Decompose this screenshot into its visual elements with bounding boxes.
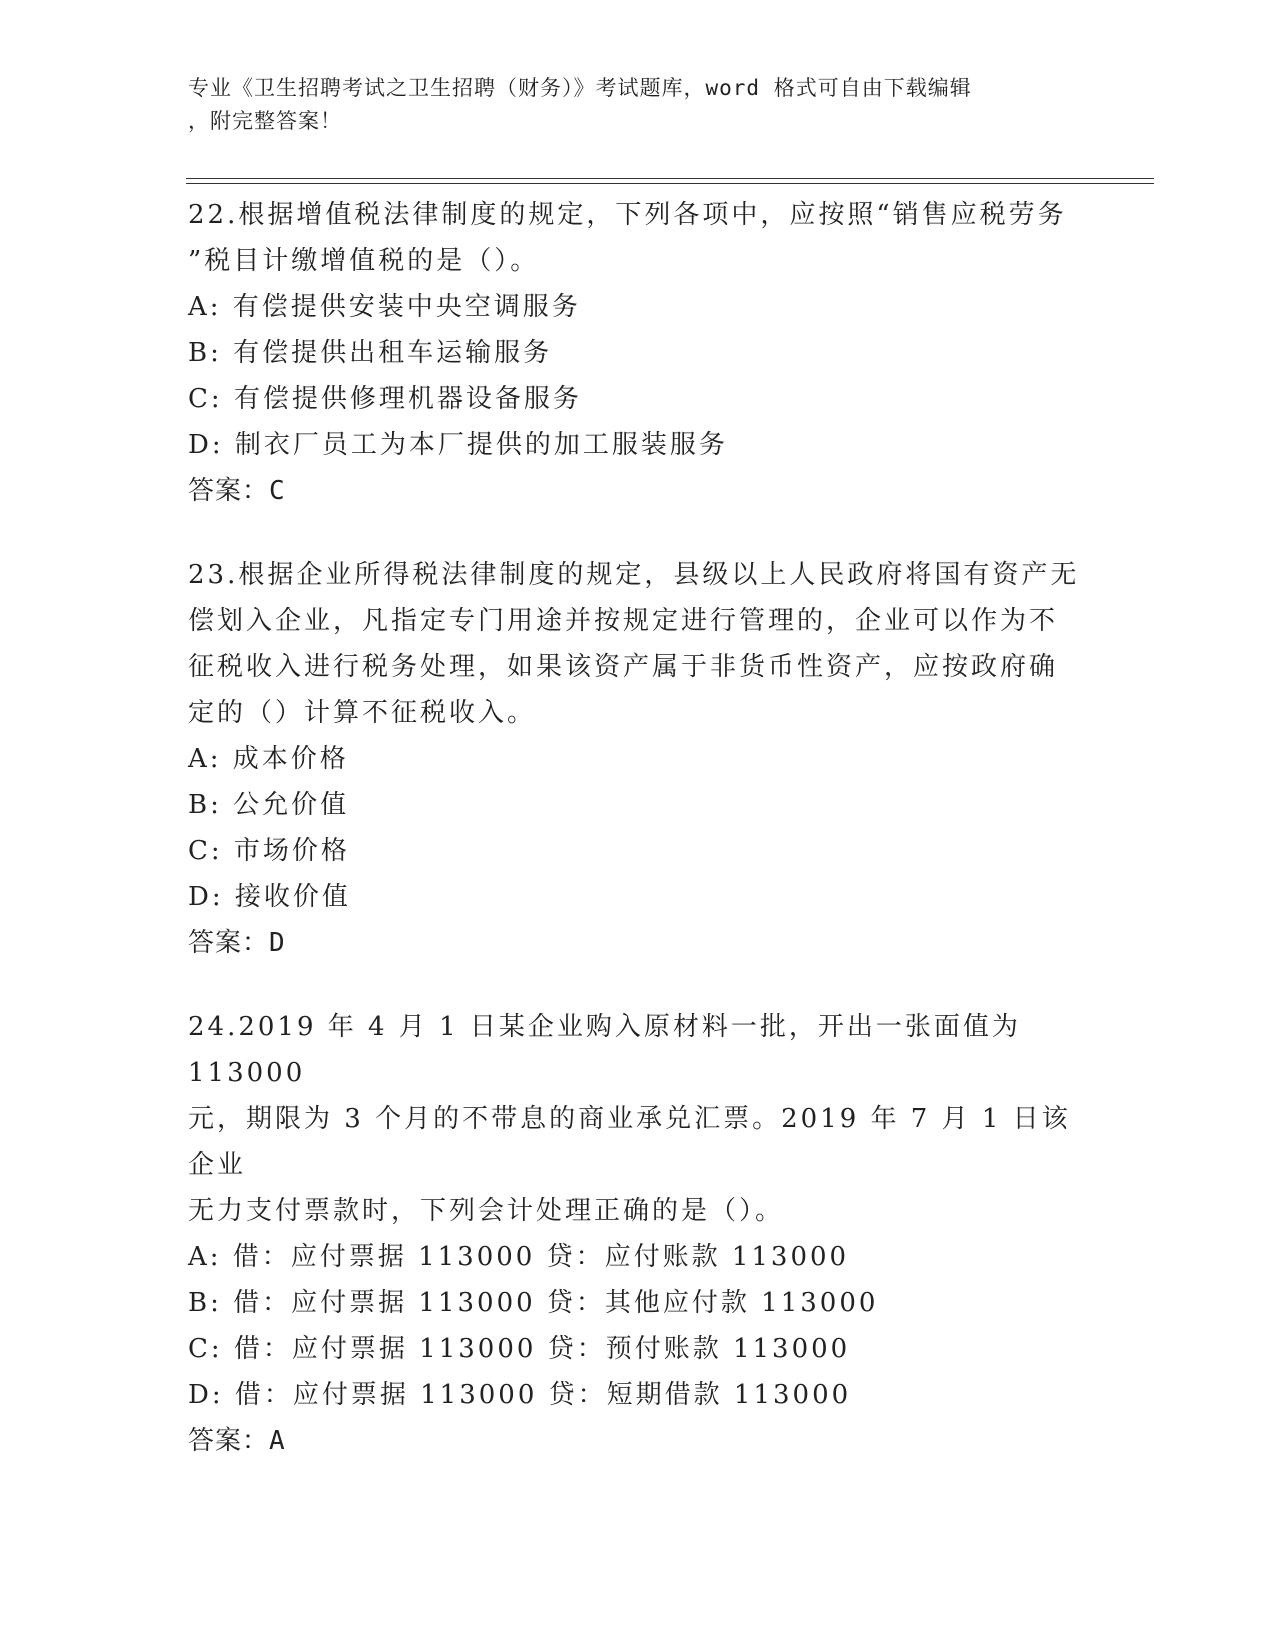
option-a: A: 成本价格 <box>188 744 349 774</box>
option-a: A: 借：应付票据 113000 贷：应付账款 113000 <box>188 1242 850 1272</box>
question-text-line: 23.根据企业所得税法律制度的规定，县级以上人民政府将国有资产无 <box>188 560 1080 590</box>
question-text-line: 24.2019 年 4 月 1 日某企业购入原材料一批，开出一张面值为 113000 <box>188 1012 1021 1088</box>
option-b: B: 借：应付票据 113000 贷：其他应付款 113000 <box>188 1288 879 1318</box>
header-line-1: 专业《卫生招聘考试之卫生招聘（财务）》考试题库，word 格式可自由下载编辑 <box>188 76 972 100</box>
header-line-2: ，附完整答案！ <box>188 109 342 133</box>
question-text-line: 偿划入企业，凡指定专门用途并按规定进行管理的，企业可以作为不 <box>188 606 1059 636</box>
option-c: C: 借：应付票据 113000 贷：预付账款 113000 <box>188 1334 851 1364</box>
question-24 <box>188 1004 1088 1464</box>
header-divider-top <box>186 178 1154 179</box>
option-c: C: 有偿提供修理机器设备服务 <box>188 384 582 414</box>
question-text-line: 定的（）计算不征税收入。 <box>188 698 537 728</box>
option-d: D: 制衣厂员工为本厂提供的加工服装服务 <box>188 430 728 460</box>
question-text-line: 无力支付票款时，下列会计处理正确的是（）。 <box>188 1196 785 1226</box>
document-header <box>188 72 1078 138</box>
question-list <box>188 192 1088 1502</box>
option-b: B: 公允价值 <box>188 790 350 820</box>
question-text-line: 22.根据增值税法律制度的规定，下列各项中，应按照“销售应税劳务 <box>188 200 1067 230</box>
answer: 答案：A <box>188 1426 286 1456</box>
question-23 <box>188 552 1088 966</box>
question-22 <box>188 192 1088 514</box>
option-c: C: 市场价格 <box>188 836 350 866</box>
header-divider-bottom <box>186 183 1154 184</box>
option-b: B: 有偿提供出租车运输服务 <box>188 338 553 368</box>
question-text-line: 征税收入进行税务处理，如果该资产属于非货币性资产，应按政府确 <box>188 652 1059 682</box>
answer: 答案：C <box>188 476 286 506</box>
option-d: D: 接收价值 <box>188 882 351 912</box>
option-a: A: 有偿提供安装中央空调服务 <box>188 292 581 322</box>
question-text-line: ”税目计缴增值税的是（）。 <box>188 246 540 276</box>
option-d: D: 借：应付票据 113000 贷：短期借款 113000 <box>188 1380 852 1410</box>
question-text-line: 元，期限为 3 个月的不带息的商业承兑汇票。2019 年 7 月 1 日该企业 <box>188 1104 1071 1180</box>
answer: 答案：D <box>188 928 286 958</box>
